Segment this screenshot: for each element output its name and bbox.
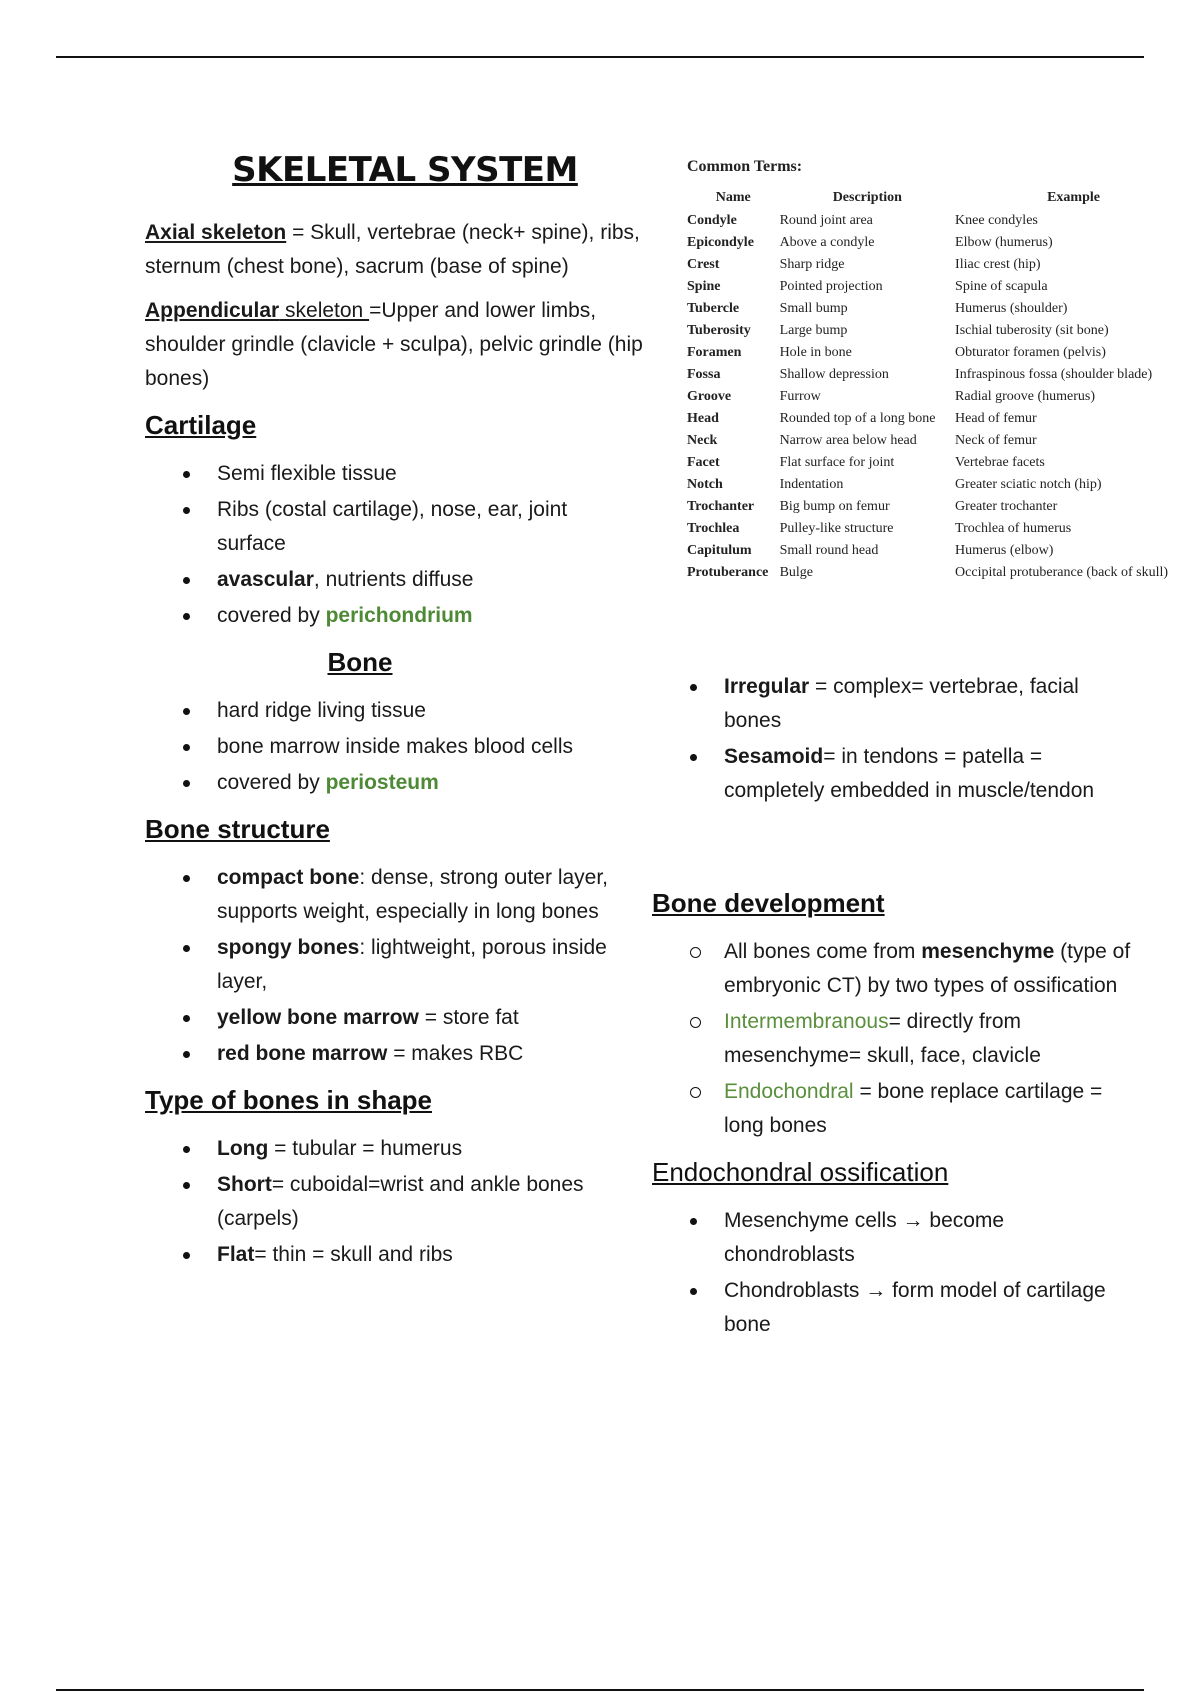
spacer: [652, 810, 1192, 874]
term-text: = cuboidal=wrist and ankle bones (carpels): [217, 1173, 584, 1230]
list-item: [217, 1037, 627, 1071]
term-bold: Irregular: [724, 675, 810, 698]
left-column: [145, 150, 645, 1274]
list-item: [217, 1132, 627, 1166]
list-item: [724, 740, 1134, 808]
type-of-bones-heading: Type of bones in shape: [145, 1085, 433, 1115]
list-item: Semi flexible tissue: [217, 457, 627, 491]
table-row: [687, 342, 1192, 364]
list-item: [724, 1075, 1134, 1143]
list-item: [217, 1238, 627, 1272]
term-description-cell: Narrow area below head: [779, 433, 917, 448]
term-name-cell: Spine: [687, 279, 721, 294]
term-bold: spongy bones: [217, 936, 360, 959]
term-description-cell: Pulley-like structure: [779, 521, 894, 536]
term-name-cell: Trochlea: [687, 521, 740, 536]
term-example-cell: Radial groove (humerus): [955, 389, 1096, 404]
list-item: bone marrow inside makes blood cells: [217, 730, 627, 764]
list-item: [217, 563, 627, 597]
list-item: [217, 766, 627, 800]
type-of-bones-list-continued: [652, 670, 1134, 808]
cartilage-list: [145, 457, 627, 633]
term-name-cell: Neck: [687, 433, 718, 448]
term-example-cell: Infraspinous fossa (shoulder blade): [955, 367, 1153, 382]
term-description-cell: Above a condyle: [779, 235, 875, 250]
list-item: [217, 1168, 627, 1236]
list-item: [217, 1001, 627, 1035]
term-name-cell: Tuberosity: [687, 323, 751, 338]
term-example-cell: Greater sciatic notch (hip): [955, 477, 1102, 492]
avascular-text: , nutrients diffuse: [313, 568, 474, 591]
term-name-cell: Crest: [687, 257, 720, 272]
appendicular-text: =Upper and lower limbs, shoulder grindle (clavicle + sculpa), pelvic grindle (hip bones): [145, 299, 643, 390]
table-row: [687, 254, 1192, 276]
term-example-cell: Elbow (humerus): [955, 235, 1053, 250]
table-header-row: [687, 190, 1192, 210]
table-row: [687, 298, 1192, 320]
term-example-cell: Obturator foramen (pelvis): [955, 345, 1106, 360]
term-description-cell: Small bump: [779, 301, 848, 316]
term-bold: compact bone: [217, 866, 360, 889]
term-name-cell: Head: [687, 411, 719, 426]
table-row: [687, 408, 1192, 430]
term-text: = bone replace cartilage = long bones: [724, 1080, 1103, 1137]
term-text: = in tendons = patella = completely embedded in muscle/tendon: [724, 745, 1095, 802]
endochondral-term: Endochondral: [724, 1080, 854, 1103]
list-item: Ribs (costal cartilage), nose, ear, joint surface: [217, 493, 627, 561]
table-row: [687, 562, 1192, 584]
intermembranous-term: Intermembranous: [724, 1010, 889, 1033]
term-name-cell: Trochanter: [687, 499, 755, 514]
table-row: [687, 496, 1192, 518]
bone-structure-list: [145, 861, 627, 1071]
term-example-cell: Vertebrae facets: [955, 455, 1045, 470]
term-example-cell: Humerus (elbow): [955, 543, 1054, 558]
perichondrium-term: perichondrium: [325, 604, 473, 627]
table-row: [687, 540, 1192, 562]
term-name-cell: Groove: [687, 389, 732, 404]
term-bold: red bone marrow: [217, 1042, 388, 1065]
column-header: Name: [715, 190, 751, 205]
term-text: : lightweight, porous inside layer,: [217, 936, 607, 993]
term-text: All bones come from: [724, 940, 922, 963]
term-name-cell: Notch: [687, 477, 723, 492]
list-item: Chondroblasts → form model of cartilage bone: [724, 1274, 1134, 1342]
mesenchyme-term: mesenchyme: [921, 940, 1055, 963]
term-description-cell: Large bump: [779, 323, 848, 338]
list-item: [724, 935, 1134, 1003]
spacer: [652, 584, 1192, 672]
common-terms-table: [687, 190, 1192, 584]
axial-text: = Skull, vertebrae (neck+ spine), ribs, sternum (chest bone), sacrum (base of spine): [145, 221, 640, 278]
table-row: [687, 518, 1192, 540]
term-text: = complex= vertebrae, facial bones: [724, 675, 1079, 732]
table-row: [687, 452, 1192, 474]
term-example-cell: Ischial tuberosity (sit bone): [955, 323, 1109, 338]
page-title: SKELETAL SYSTEM: [232, 150, 578, 190]
term-description-cell: Big bump on femur: [779, 499, 890, 514]
term-description-cell: Round joint area: [779, 213, 873, 228]
term-description-cell: Pointed projection: [779, 279, 883, 294]
term-example-cell: Neck of femur: [955, 433, 1037, 448]
term-text: = store fat: [418, 1006, 519, 1029]
table-row: [687, 232, 1192, 254]
endochondral-ossification-heading: Endochondral ossification: [652, 1157, 949, 1187]
term-name-cell: Capitulum: [687, 543, 752, 558]
term-name-cell: Tubercle: [687, 301, 740, 316]
appendicular-term-suffix: skeleton: [279, 299, 370, 322]
table-row: [687, 276, 1192, 298]
term-example-cell: Head of femur: [955, 411, 1037, 426]
term-example-cell: Spine of scapula: [955, 279, 1048, 294]
term-text: (type of embryonic CT) by two types of ossification: [724, 940, 1131, 997]
term-name-cell: Fossa: [687, 367, 721, 382]
list-item: [217, 931, 627, 999]
bone-development-list: [652, 935, 1134, 1143]
term-text: = tubular = humerus: [268, 1137, 463, 1160]
term-description-cell: Bulge: [779, 565, 814, 580]
column-header: Example: [1047, 190, 1100, 205]
column-header: Description: [832, 190, 902, 205]
table-row: [687, 364, 1192, 386]
list-item: hard ridge living tissue: [217, 694, 627, 728]
term-description-cell: Furrow: [779, 389, 821, 404]
term-example-cell: Greater trochanter: [955, 499, 1058, 514]
endochondral-list: [652, 1204, 1134, 1342]
term-example-cell: Iliac crest (hip): [955, 257, 1041, 272]
term-bold: yellow bone marrow: [217, 1006, 419, 1029]
avascular-term: avascular: [217, 568, 314, 591]
term-name-cell: Epicondyle: [687, 235, 754, 250]
list-item: [217, 599, 627, 633]
table-row: [687, 210, 1192, 232]
term-text: = thin = skull and ribs: [254, 1243, 453, 1266]
term-bold: Flat: [217, 1243, 255, 1266]
term-description-cell: Small round head: [779, 543, 879, 558]
list-item: Mesenchyme cells → become chondroblasts: [724, 1204, 1134, 1272]
bone-development-heading: Bone development: [652, 888, 885, 918]
list-item: [217, 861, 627, 929]
term-name-cell: Protuberance: [687, 565, 769, 580]
term-example-cell: Humerus (shoulder): [955, 301, 1068, 316]
appendicular-skeleton-paragraph: [145, 294, 645, 396]
term-example-cell: Occipital protuberance (back of skull): [955, 565, 1169, 580]
covered-by-text: covered by: [217, 771, 326, 794]
right-column: [652, 150, 1192, 1344]
term-bold: Long: [217, 1137, 269, 1160]
common-terms-body: [687, 210, 1192, 584]
term-name-cell: Foramen: [687, 345, 742, 360]
term-description-cell: Hole in bone: [779, 345, 852, 360]
term-description-cell: Indentation: [779, 477, 844, 492]
term-text: = directly from mesenchyme= skull, face, clavicle: [724, 1010, 1041, 1067]
appendicular-term: Appendicular: [145, 299, 280, 322]
term-text: = makes RBC: [387, 1042, 524, 1065]
top-rule: [56, 56, 1144, 58]
covered-by-text: covered by: [217, 604, 326, 627]
list-item: [724, 670, 1134, 738]
axial-term: Axial skeleton: [145, 221, 287, 244]
type-of-bones-list: [145, 1132, 627, 1272]
axial-skeleton-paragraph: [145, 216, 645, 284]
cartilage-heading: Cartilage: [145, 410, 257, 440]
table-row: [687, 474, 1192, 496]
table-row: [687, 320, 1192, 342]
bone-list: [145, 694, 627, 800]
term-description-cell: Rounded top of a long bone: [779, 411, 936, 426]
term-example-cell: Knee condyles: [955, 213, 1038, 228]
term-text: : dense, strong outer layer, supports weight, especially in long bones: [217, 866, 609, 923]
term-name-cell: Condyle: [687, 213, 737, 228]
term-name-cell: Facet: [687, 455, 720, 470]
bottom-rule: [56, 1689, 1144, 1691]
term-description-cell: Shallow depression: [779, 367, 889, 382]
term-description-cell: Flat surface for joint: [779, 455, 895, 470]
common-terms-title: Common Terms:: [687, 158, 803, 175]
list-item: [724, 1005, 1134, 1073]
term-description-cell: Sharp ridge: [779, 257, 845, 272]
term-example-cell: Trochlea of humerus: [955, 521, 1072, 536]
bone-structure-heading: Bone structure: [145, 814, 330, 844]
term-bold: Sesamoid: [724, 745, 824, 768]
term-bold: Short: [217, 1173, 272, 1196]
table-row: [687, 430, 1192, 452]
common-terms-table-block: [687, 158, 1192, 584]
table-row: [687, 386, 1192, 408]
bone-heading: Bone: [327, 647, 393, 677]
periosteum-term: periosteum: [325, 771, 439, 794]
